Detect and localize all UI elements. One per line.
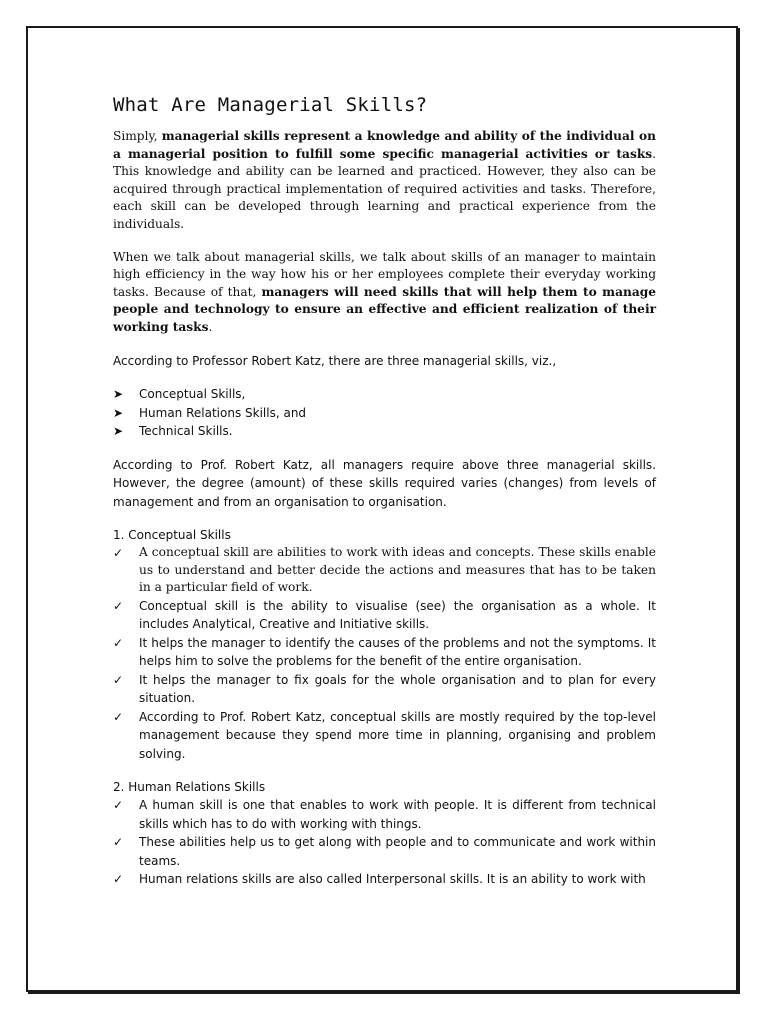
document-content (113, 94, 656, 889)
check-bullet-icon: ✓ (113, 709, 124, 724)
arrow-bullet-icon: ➤ (113, 405, 124, 420)
list-item: ✓ It helps the manager to fix goals for the whole organisation and to plan for every situation. (113, 672, 656, 706)
check-bullet-icon: ✓ (113, 798, 124, 813)
human-relations-points (113, 796, 656, 889)
list-item: ✓ A conceptual skill are abilities to work with ideas and concepts. These skills enable us to understand and better decide the actions and measures that has to be taken in a particular field of work. (113, 545, 656, 595)
intro-paragraph: Simply, managerial skills represent a knowledge and ability of the individual on a managerial position to fulfill some specific managerial activities or tasks. This knowledge and ability can be learned and practiced. However, they also can be acquired through practical implementation of required activities and tasks. Therefore, each skill can be developed through learning and practical experience from the individuals. (113, 129, 656, 231)
section-heading-human-relations: 2. Human Relations Skills (113, 780, 266, 795)
list-item: ✓ According to Prof. Robert Katz, conceptual skills are mostly required by the top-level management because they spend more time in planning, organising and problem solving. (113, 709, 656, 761)
page-title: What Are Managerial Skills? (113, 94, 428, 116)
check-bullet-icon: ✓ (113, 672, 124, 687)
list-item: ➤ Technical Skills. (113, 422, 656, 441)
list-item: ➤ Conceptual Skills, (113, 385, 656, 404)
check-bullet-icon: ✓ (113, 598, 124, 613)
list-item: ✓ A human skill is one that enables to work with people. It is different from technical skills which has to do with working with things. (113, 798, 656, 831)
arrow-bullet-icon: ➤ (113, 387, 124, 402)
conceptual-points (113, 544, 656, 763)
check-bullet-icon: ✓ (113, 635, 124, 650)
list-item: ✓ These abilities help us to get along with people and to communicate and work within teams. (113, 835, 656, 868)
arrow-bullet-icon: ➤ (113, 424, 124, 439)
list-item: ✓ Conceptual skill is the ability to visualise (see) the organisation as a whole. It includes Analytical, Creative and Initiative skills. (113, 598, 656, 632)
skill-list (113, 385, 656, 441)
katz-intro: According to Professor Robert Katz, there are three managerial skills, viz., (113, 353, 557, 368)
check-bullet-icon: ✓ (113, 546, 124, 561)
list-item: ✓ It helps the manager to identify the causes of the problems and not the symptoms. It helps him to solve the problems for the benefit of the entire organisation. (113, 635, 656, 669)
efficiency-paragraph: When we talk about managerial skills, we talk about skills of an manager to maintain high efficiency in the way how his or her employees complete their everyday working tasks. Because of that, managers will need skills that will help them to manage people and technology to ensure an effective and efficient realization of their working tasks. (113, 249, 656, 334)
check-bullet-icon: ✓ (113, 835, 124, 850)
check-bullet-icon: ✓ (113, 872, 124, 887)
list-item: ➤ Human Relations Skills, and (113, 404, 656, 423)
section-heading-conceptual: 1. Conceptual Skills (113, 528, 231, 543)
katz-paragraph: According to Prof. Robert Katz, all managers require above three managerial skills. However, the degree (amount) of these skills required varies (changes) from levels of management and from an organisation to organisation. (113, 457, 656, 509)
list-item: ✓ Human relations skills are also called Interpersonal skills. It is an ability to work with (113, 872, 646, 887)
